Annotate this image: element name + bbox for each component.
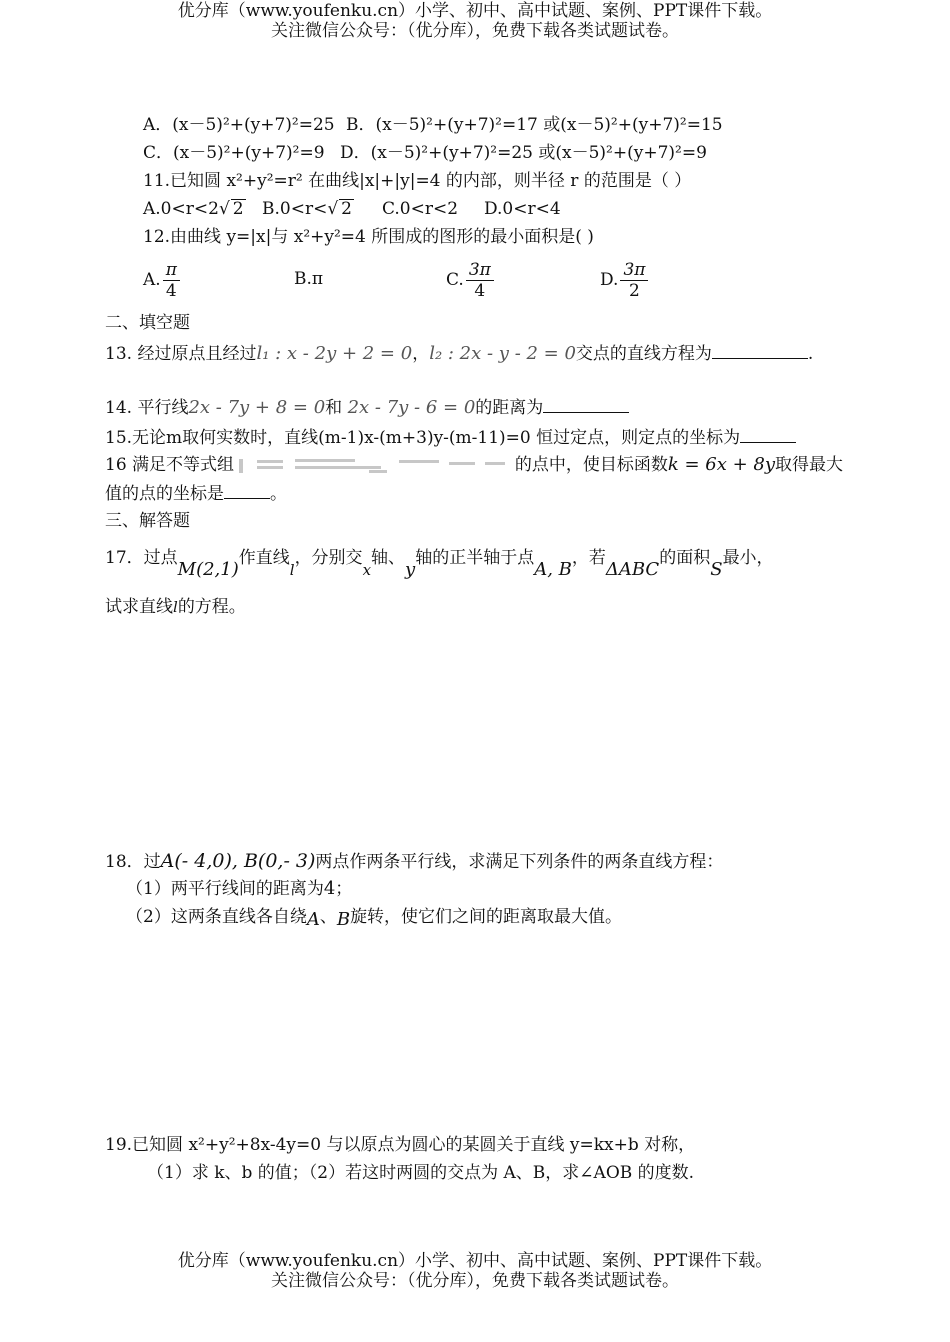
q13-l2: l₂ : 2x - y - 2 = 0 — [429, 343, 576, 364]
q12-option-b: B.π — [294, 269, 324, 289]
q11-option-b — [262, 198, 354, 220]
q14-eq1: 2x - 7y + 8 = 0 — [188, 397, 326, 418]
footer-line-1: 优分库（www.youfenku.cn）小学、初中、高中试题、案例、PPT课件下载。 — [177, 1251, 773, 1271]
q16-end: 。 — [270, 484, 287, 504]
q12-option-d-label: D. — [600, 270, 619, 290]
q14-prefix: 14. 平行线 — [105, 398, 189, 418]
q11-option-b-sqrt-arg: 2 — [341, 199, 352, 219]
q17-point-m: M(2,1) — [177, 559, 239, 580]
q12-option-a-num: π — [163, 260, 180, 281]
q10-option-b: B．(x－5)²+(y+7)²=17 或(x－5)²+(y+7)²=15 — [346, 115, 723, 135]
q14-eq2: 2x - 7y - 6 = 0 — [347, 397, 476, 418]
q11-stem: 11.已知圆 x²+y²=r² 在曲线|x|+|y|=4 的内部，则半径 r 的范围是（ ） — [143, 171, 692, 191]
q18-p1: 18．过 — [105, 852, 161, 872]
q17-axis-x: x — [362, 561, 372, 579]
q17-p4: 轴、 — [371, 548, 406, 568]
q12-option-a-label: A. — [143, 270, 161, 290]
q13-answer-blank[interactable] — [712, 342, 808, 359]
q13-l1: l₁ : x - 2y + 2 = 0 — [256, 343, 413, 364]
q16-mid: 的点中，使目标函数 — [514, 455, 668, 475]
q13-end: . — [807, 344, 814, 364]
q10-option-a: A．(x－5)²+(y+7)²=25 — [143, 115, 335, 135]
q17-points-ab: A, B — [534, 559, 572, 580]
q17-p5: 轴的正半轴于点 — [415, 548, 535, 568]
q17-p2: 作直线 — [238, 548, 290, 568]
q18-line-1 — [105, 848, 723, 875]
q12-stem: 12.由曲线 y=|x|与 x²+y²=4 所围成的图形的最小面积是( ) — [143, 227, 594, 247]
header-line-2: 关注微信公众号：（优分库），免费下载各类试题试卷。 — [271, 21, 679, 41]
q17-line-2 — [105, 596, 246, 618]
q18-sub1a: （1）两平行线间的距离为 — [126, 879, 324, 899]
q15-line — [105, 426, 796, 449]
q18-sub-2 — [126, 906, 622, 928]
q18-points: A(- 4,0), B(0,- 3) — [160, 850, 316, 872]
q19-line-2: （1）求 k、b 的值；（2）若这时两圆的交点为 A、B，求∠AOB 的度数. — [147, 1163, 695, 1183]
q12-option-d-num: 3π — [620, 260, 648, 281]
q16-func: k = 6x + 8y — [667, 454, 776, 475]
q16-answer-blank[interactable] — [224, 482, 270, 499]
q12-option-a-den: 4 — [165, 281, 177, 301]
q17-line2-l: l — [173, 598, 178, 616]
section-heading-solutions: 三、解答题 — [105, 511, 190, 531]
q18-p2: 两点作两条平行线，求满足下列条件的两条直线方程： — [315, 852, 724, 872]
q12-option-c-label: C. — [446, 270, 464, 290]
q17-p3: ，分别交 — [294, 548, 363, 568]
q18-sub1-number: 4 — [323, 878, 336, 899]
q16-line2: 值的点的坐标是 — [105, 484, 224, 504]
q18-sub-1 — [126, 878, 352, 900]
q13-prefix: 13. 经过原点且经过 — [105, 344, 257, 364]
q12-option-d-den: 2 — [629, 281, 640, 301]
q17-line-1 — [105, 540, 774, 580]
q12-option-c-fraction — [466, 260, 494, 301]
q16-line-1 — [105, 454, 843, 476]
q12-option-d-fraction — [620, 260, 648, 301]
q12-option-d — [600, 258, 650, 302]
q11-option-d: D.0<r<4 — [484, 199, 561, 219]
q13-sep: ， — [412, 344, 430, 364]
q17-area-s: S — [710, 559, 723, 580]
q13-line — [105, 342, 813, 365]
q12-option-c-num: 3π — [466, 260, 494, 281]
sqrt-icon: √ — [218, 199, 230, 219]
q19-line-1: 19.已知圆 x²+y²+8x-4y=0 与以原点为圆心的某圆关于直线 y=kx+b 对称， — [105, 1135, 696, 1155]
q13-suffix: 交点的直线方程为 — [575, 344, 712, 364]
q16-inequality-system-image — [239, 457, 509, 475]
q11-option-a-prefix: A.0<r<2 — [143, 199, 219, 219]
footer-line-2: 关注微信公众号：（优分库），免费下载各类试题试卷。 — [271, 1271, 679, 1291]
q18-sub2-point-b: B — [336, 909, 351, 930]
q12-option-a-fraction — [163, 260, 180, 301]
q17-p1: 17．过点 — [105, 548, 178, 568]
sqrt-icon: √ — [327, 199, 339, 219]
header-line-1: 优分库（www.youfenku.cn）小学、初中、高中试题、案例、PPT课件下载。 — [177, 1, 773, 21]
section-heading-fill-in: 二、填空题 — [105, 313, 190, 333]
q18-sub2-point-a: A — [306, 909, 320, 930]
q14-line — [105, 396, 629, 419]
q10-option-c: C．(x－5)²+(y+7)²=9 — [143, 143, 325, 163]
q16-line-2 — [105, 482, 287, 505]
q16-prefix: 16 满足不等式组 — [105, 455, 235, 475]
q12-option-c — [446, 258, 496, 302]
q18-sub2a: （2）这两条直线各自绕 — [126, 907, 307, 927]
q14-suffix: 的距离为 — [475, 398, 544, 418]
q11-option-c: C.0<r<2 — [382, 199, 459, 219]
q15-answer-blank[interactable] — [740, 426, 796, 443]
q14-mid: 和 — [325, 398, 343, 418]
q17-p6: ，若 — [571, 548, 606, 568]
q14-answer-blank[interactable] — [543, 396, 629, 413]
q18-sub2b: 旋转，使它们之间的距离取最大值。 — [350, 907, 623, 927]
q17-line-l: l — [289, 561, 295, 579]
q11-option-a-sqrt-arg: 2 — [232, 199, 244, 219]
q17-line2a: 试求直线 — [105, 597, 173, 617]
q17-axis-y: y — [405, 559, 416, 580]
q16-suffix: 取得最大 — [775, 455, 844, 475]
q15-text: 15.无论m取何实数时，直线(m-1)x-(m+3)y-(m-11)=0 恒过定点，则定点的坐标为 — [105, 428, 741, 448]
q18-sub1b: ； — [335, 879, 353, 899]
q17-line2b: 的方程。 — [177, 597, 246, 617]
q11-option-a — [143, 198, 246, 220]
q18-sub2-sep: 、 — [319, 907, 337, 927]
q11-option-b-prefix: B.0<r< — [262, 199, 328, 219]
q17-p8: 最小， — [722, 548, 774, 568]
q17-triangle: ΔABC — [605, 559, 660, 580]
q10-option-d: D．(x－5)²+(y+7)²=25 或(x－5)²+(y+7)²=9 — [340, 143, 707, 163]
q17-p7: 的面积 — [659, 548, 711, 568]
q12-option-c-den: 4 — [474, 281, 486, 301]
q12-option-a — [143, 258, 182, 302]
